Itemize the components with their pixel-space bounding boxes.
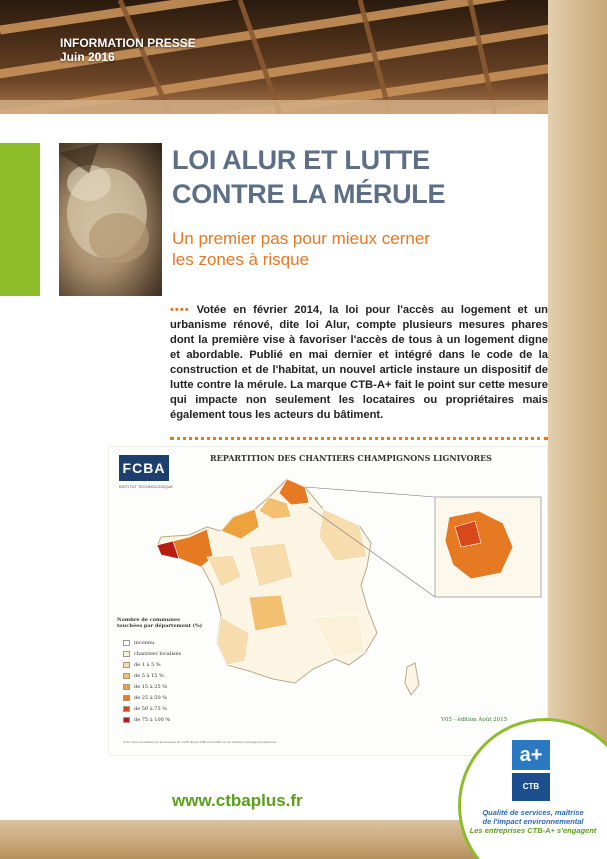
fungus-image <box>59 143 162 296</box>
title-line-1: LOI ALUR ET LUTTE <box>172 145 430 175</box>
bullet-dots: •••• <box>170 304 190 316</box>
legend-item <box>123 648 213 659</box>
corsica <box>405 663 419 695</box>
legend-swatch <box>123 662 130 668</box>
legend-item <box>123 714 213 725</box>
legend-label: de 50 à 75 % <box>134 705 167 712</box>
header-banner <box>0 0 607 114</box>
legend-item <box>123 692 213 703</box>
legend-item <box>123 703 213 714</box>
legend-swatch <box>123 717 130 723</box>
map-legend <box>123 637 213 725</box>
website-link[interactable]: www.ctbaplus.fr <box>172 791 303 810</box>
legend-item <box>123 681 213 692</box>
tagline-line-2: de l'impact environnemental <box>482 817 584 826</box>
subtitle-line-2: les zones à risque <box>172 250 310 269</box>
legend-swatch <box>123 706 130 712</box>
map-title: REPARTITION DES CHANTIERS CHAMPIGNONS LIGNIVORES <box>210 453 492 463</box>
legend-swatch <box>123 684 130 690</box>
legend-label: inconnu <box>134 639 155 646</box>
map-figure <box>108 446 548 756</box>
ctb-logo: CTB <box>512 773 550 801</box>
press-date: Juin 2016 <box>60 50 115 64</box>
merule-photo <box>59 143 162 296</box>
ctb-a-plus-logo: a+ <box>512 740 550 770</box>
legend-swatch <box>123 640 130 646</box>
legend-swatch <box>123 695 130 701</box>
title-line-2: CONTRE LA MÉRULE <box>172 179 446 209</box>
legend-label: de 1 à 5 % <box>134 661 161 668</box>
legend-swatch <box>123 673 130 679</box>
legend-label: de 75 à 100 % <box>134 716 171 723</box>
page-subtitle <box>172 228 492 270</box>
legend-label: de 5 à 15 % <box>134 672 164 679</box>
region-limousin <box>249 595 287 631</box>
legend-swatch <box>123 651 130 657</box>
ctb-tagline <box>468 808 598 835</box>
map-edition: V05 - édition Août 2015 <box>441 717 508 723</box>
fcba-logo-subtitle: INSTITUT TECHNOLOGIQUE <box>119 484 174 489</box>
press-title: INFORMATION PRESSE <box>60 36 196 50</box>
tagline-line-1: Qualité de services, maîtrise <box>482 808 584 817</box>
legend-label: chantiers localisés <box>134 650 182 657</box>
legend-item <box>123 659 213 670</box>
legend-label: de 15 à 25 % <box>134 683 167 690</box>
green-accent-bar <box>0 143 40 296</box>
press-label <box>60 36 196 64</box>
intro-paragraph <box>170 303 548 423</box>
subtitle-line-1: Un premier pas pour mieux cerner <box>172 229 430 248</box>
legend-item <box>123 637 213 648</box>
figure-caption: Cette carte est réalisée par les données du CSTB depuis 2006 et le FCBA sur les chantiers champignons lignivores. <box>123 740 278 744</box>
wood-edge-decoration <box>548 0 607 820</box>
intro-text: Votée en février 2014, la loi pour l'accès au logement et un urbanisme rénové, dite loi Alur, compte plusieurs mesures phares dont la première vise à favoriser l'accès de tous à un logement digne et abordable. Publié en mai dernier et intégré dans le code de la construction et de l'habitat, un nouvel article instaure un dispositif de lutte contre la mérule. La marque CTB-A+ fait le point sur cette mesure qui impacte non seulement les locataires ou propriétaires mais également tous les acteurs du bâtiment. <box>170 304 548 421</box>
legend-item <box>123 670 213 681</box>
legend-title: Nombre de communes touchées par département (%) <box>117 617 203 629</box>
legend-label: de 25 à 50 % <box>134 694 167 701</box>
dotted-divider <box>170 437 548 440</box>
page-title <box>172 143 592 211</box>
tagline-line-3: Les entreprises CTB-A+ s'engagent <box>469 826 597 835</box>
fcba-logo: FCBA <box>119 455 169 481</box>
